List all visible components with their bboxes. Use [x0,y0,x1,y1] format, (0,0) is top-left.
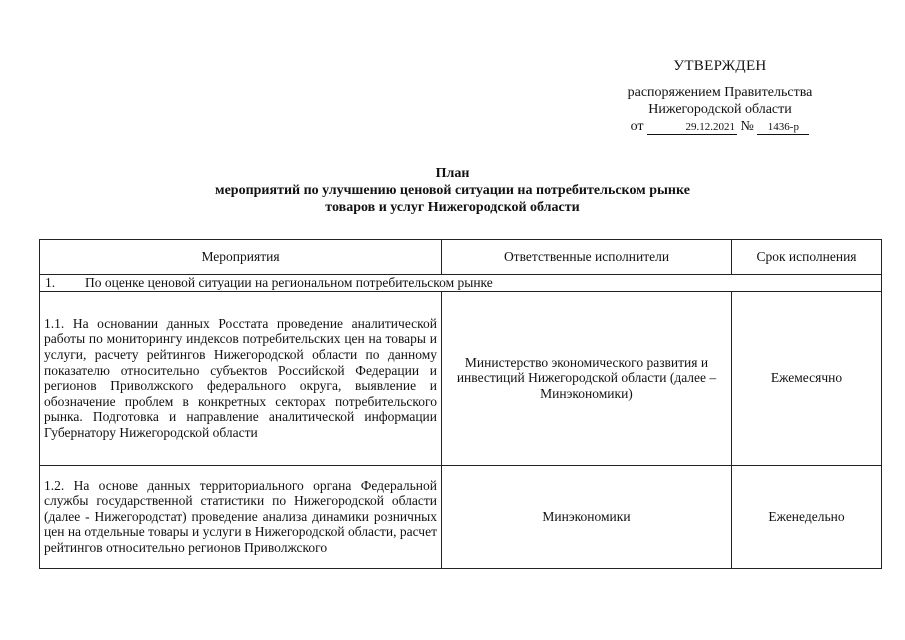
measure-cell: 1.1. На основании данных Росстата проведение аналитической работы по мониторингу индексов потребительских цен на товары и услуги, расчету рейтингов Нижегородской области по данному показателю относительно субъектов Российской Федерации и регионов Приволжского федерального округа, выявление и обозначение проблем в конкретных секторах потребительского рынка. Подготовка и направление аналитической информации Губернатору Нижегородской области [40,291,442,465]
header-term: Срок исполнения [732,240,882,275]
approval-line-1: распоряжением Правительства [627,85,813,100]
approval-number: 1436-р [757,121,809,135]
table-header-row [40,240,882,275]
approval-date-line [560,118,880,135]
section-title [40,275,882,292]
header-executors: Ответственные исполнители [442,240,732,275]
term-cell: Еженедельно [732,465,882,568]
section-row [40,275,882,292]
term-cell: Ежемесячно [732,291,882,465]
date-prefix: от [630,119,644,134]
table-row [40,465,882,568]
table-row [40,291,882,465]
document-subtitle-line-2: товаров и услуг Нижегородской области [325,200,580,215]
executors-cell: Минэкономики [442,465,732,568]
document-title: План [435,166,470,181]
header-measures: Мероприятия [40,240,442,275]
approval-date: 29.12.2021 [647,121,737,135]
section-number: 1. [45,275,56,290]
approval-heading: УТВЕРЖДЕН [673,58,767,74]
approval-line-2: Нижегородской области [648,102,792,117]
document-subtitle-line-1: мероприятий по улучшению ценовой ситуации на потребительском рынке [215,183,690,198]
number-prefix: № [740,119,754,134]
measure-cell: 1.2. На основе данных территориального органа Федеральной службы государственной статистики по Нижегородской области (далее - Нижегородстат) проведение анализа динамики розничных цен на отдельные товары и услуги в Нижегородской области, расчет рейтингов относительно регионов Приволжского [40,465,442,568]
measures-table [39,239,882,569]
section-text: По оценке ценовой ситуации на региональном потребительском рынке [85,275,493,290]
executors-cell: Министерство экономического развития и инвестиций Нижегородской области (далее – Минэкономики) [442,291,732,465]
